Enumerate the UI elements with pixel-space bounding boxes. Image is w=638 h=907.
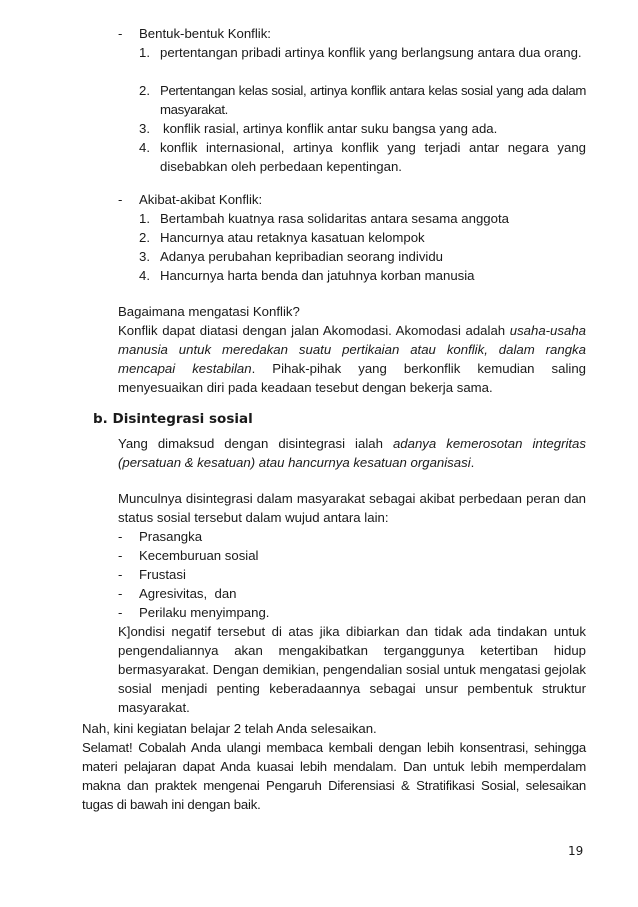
list-dash: - <box>118 529 123 544</box>
list-dash: - <box>118 586 123 601</box>
forms-item-num: 2. <box>139 83 150 98</box>
cause-item: Perilaku menyimpang. <box>139 605 270 620</box>
page-number: 19 <box>568 844 584 858</box>
effects-item-text: Adanya perubahan kepribadian seorang individu <box>160 249 444 264</box>
overcome-italic: usaha-usaha manusia untuk meredakan suatu pertikaian atau konflik, dalam rangka mencapai kestabilan <box>118 323 586 376</box>
effects-item-text: Hancurnya atau retaknya kasatuan kelompok <box>160 230 425 245</box>
closing-paragraph: Selamat! Cobalah Anda ulangi membaca kembali dengan lebih konsentrasi, sehingga materi pelajaran dapat Anda kuasai lebih mendalam. Dan untuk lebih memperdalam makna dan praktek mengenai Pengaruh Diferensiasi & Stratifikasi Sosial, selesaikan tugas di bawah ini dengan baik. <box>82 740 586 812</box>
cause-item: Agresivitas, dan <box>139 586 237 601</box>
effects-item-num: 2. <box>139 230 150 245</box>
list-dash: - <box>118 605 123 620</box>
definition-italic: adanya kemerosotan integritas (persatuan & kesatuan) atau hancurnya kesatuan organisasi <box>118 436 586 470</box>
effects-item-num: 3. <box>139 249 150 264</box>
forms-item-num: 3. <box>139 121 150 136</box>
effects-title: Akibat-akibat Konflik: <box>139 192 263 207</box>
condition-paragraph: K]ondisi negatif tersebut di atas jika dibiarkan dan tidak ada tindakan untuk pengendaliannya akan mengakibatkan terganggunya ketertiban hidup bermasyarakat. Dengan demikian, pengendalian sosial untuk mengatasi gejolak sosial menjadi penting keberadaannya sebagai unsur pembentuk struktur masyarakat. <box>118 624 586 715</box>
overcome-text: Konflik dapat diatasi dengan jalan Akomodasi. Akomodasi adalah <box>118 323 510 338</box>
cause-item: Kecemburuan sosial <box>139 548 259 563</box>
section-heading: b. Disintegrasi sosial <box>93 411 253 427</box>
list-dash: - <box>118 26 123 41</box>
effects-item-text: Bertambah kuatnya rasa solidaritas antara sesama anggota <box>160 211 509 226</box>
cause-item: Prasangka <box>139 529 203 544</box>
definition-paragraph <box>118 434 586 472</box>
forms-title: Bentuk-bentuk Konflik: <box>139 26 271 41</box>
cause-intro: Munculnya disintegrasi dalam masyarakat sebagai akibat perbedaan peran dan status sosial tersebut dalam wujud antara lain: <box>118 491 586 525</box>
list-dash: - <box>118 548 123 563</box>
list-dash: - <box>118 567 123 582</box>
effects-item-num: 4. <box>139 268 150 283</box>
forms-item-text: konflik internasional, artinya konflik yang terjadi antar negara yang disebabkan oleh perbedaan kepentingan. <box>160 140 586 174</box>
overcome-question: Bagaimana mengatasi Konflik? <box>118 304 300 319</box>
forms-item-text: konflik rasial, artinya konflik antar suku bangsa yang ada. <box>163 121 498 136</box>
definition-text: Yang dimaksud dengan disintegrasi ialah <box>118 436 393 451</box>
forms-item-text: Pertentangan kelas sosial, artinya konflik antara kelas sosial yang ada dalam masyarakat. <box>160 83 586 117</box>
forms-item-num: 4. <box>139 140 150 155</box>
effects-item-text: Hancurnya harta benda dan jatuhnya korban manusia <box>160 268 475 283</box>
overcome-paragraph <box>118 321 586 397</box>
list-dash: - <box>118 192 123 207</box>
forms-item-num: 1. <box>139 45 150 60</box>
overcome-text-end: . Pihak-pihak yang berkonflik kemudian saling menyesuaikan diri pada keadaan tesebut dengan bekerja sama. <box>118 361 586 395</box>
cause-item: Frustasi <box>139 567 186 582</box>
forms-item-text: pertentangan pribadi artinya konflik yang berlangsung antara dua orang. <box>160 45 582 60</box>
effects-item-num: 1. <box>139 211 150 226</box>
definition-end: . <box>470 455 475 470</box>
closing-line: Nah, kini kegiatan belajar 2 telah Anda selesaikan. <box>82 721 377 736</box>
